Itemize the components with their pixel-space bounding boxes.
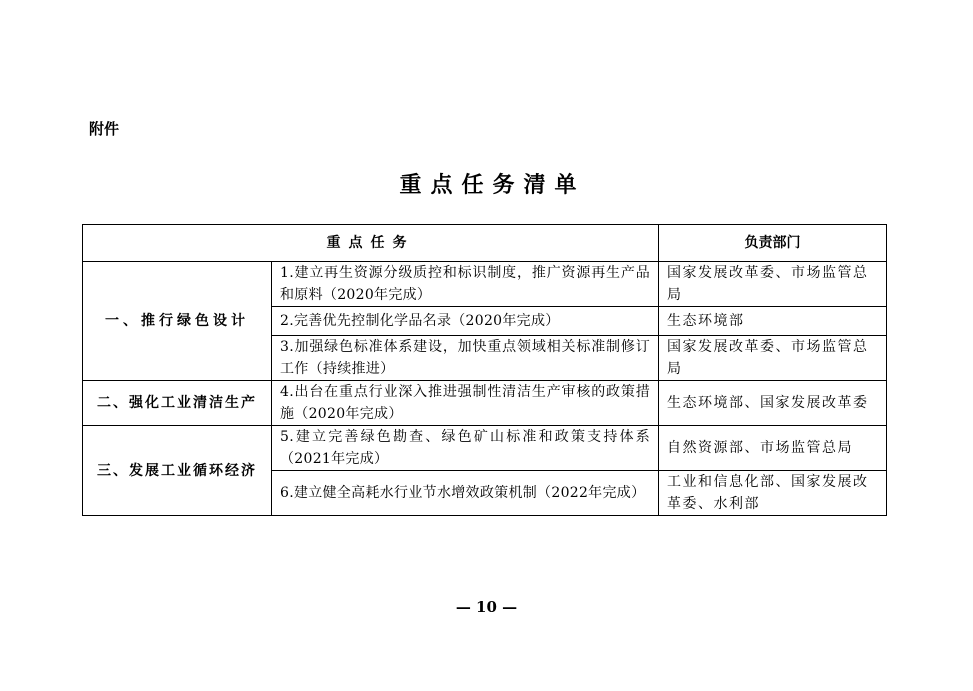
category-clean-production: 二、强化工业清洁生产 — [83, 381, 272, 426]
task-cell: 5.建立完善绿色勘查、绿色矿山标准和政策支持体系（2021年完成） — [272, 426, 659, 471]
department-cell: 生态环境部、国家发展改革委 — [659, 381, 887, 426]
task-cell: 2.完善优先控制化学品名录（2020年完成） — [272, 307, 659, 336]
header-task: 重点任务 — [83, 225, 659, 262]
page-title: 重点任务清单 — [399, 172, 586, 198]
department-cell: 工业和信息化部、国家发展改革委、水利部 — [659, 471, 887, 516]
table-row — [83, 381, 887, 426]
header-department: 负责部门 — [659, 225, 887, 262]
department-cell: 国家发展改革委、市场监管总局 — [659, 262, 887, 307]
task-cell: 3.加强绿色标准体系建设，加快重点领域相关标准制修订工作（持续推进） — [272, 336, 659, 381]
department-cell: 自然资源部、市场监管总局 — [659, 426, 887, 471]
page-number: — 10 — — [455, 598, 518, 616]
table-header-row — [83, 225, 887, 262]
table-row — [83, 262, 887, 307]
attachment-label: 附件 — [89, 120, 120, 138]
table-row — [83, 426, 887, 471]
task-cell: 1.建立再生资源分级质控和标识制度，推广资源再生产品和原料（2020年完成） — [272, 262, 659, 307]
task-cell: 4.出台在重点行业深入推进强制性清洁生产审核的政策措施（2020年完成） — [272, 381, 659, 426]
task-cell: 6.建立健全高耗水行业节水增效政策机制（2022年完成） — [272, 471, 659, 516]
department-cell: 国家发展改革委、市场监管总局 — [659, 336, 887, 381]
task-table — [82, 224, 887, 516]
department-cell: 生态环境部 — [659, 307, 887, 336]
category-circular-economy: 三、发展工业循环经济 — [83, 426, 272, 516]
category-green-design: 一、推行绿色设计 — [83, 262, 272, 381]
